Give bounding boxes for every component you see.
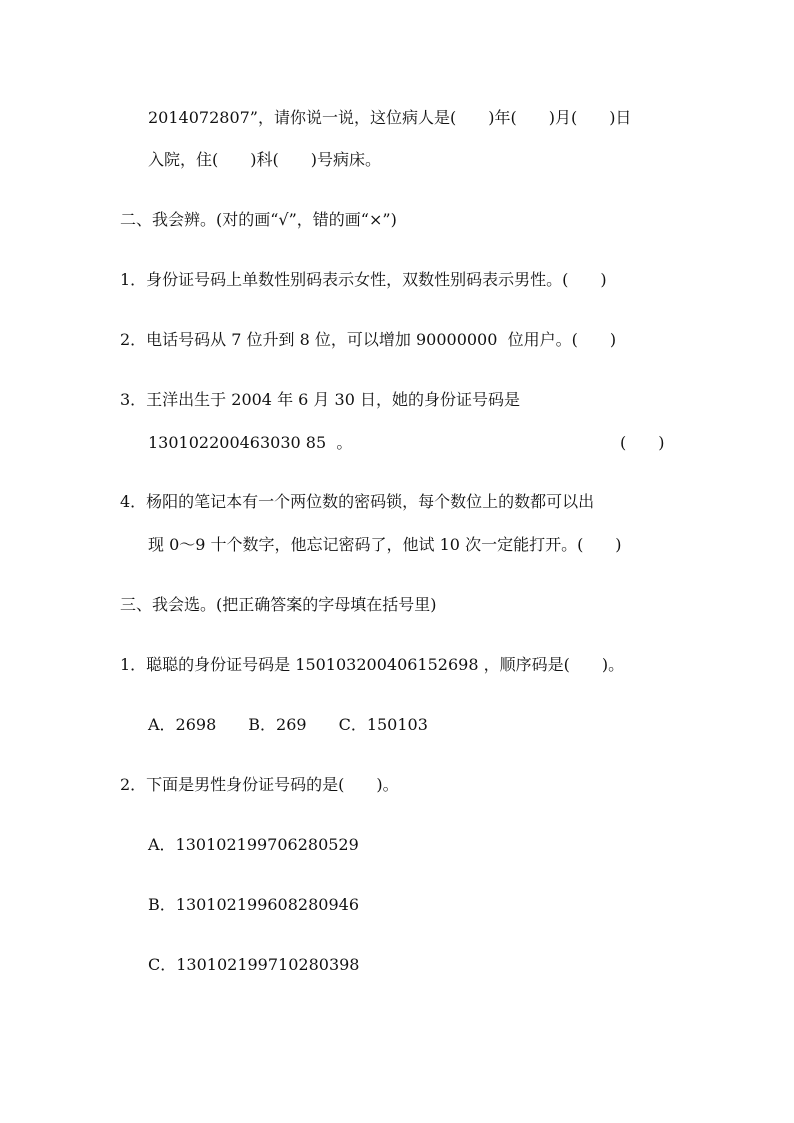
choice-question-1-options: A．2698 B．269 C．150103 — [148, 715, 428, 734]
section3-heading: 三、我会选。(把正确答案的字母填在括号里) — [120, 595, 437, 614]
section1-tail-line1: 2014072807”，请你说一说，这位病人是( )年( )月( )日 — [148, 108, 632, 127]
judge-question-3-answer-blank: ( ) — [620, 433, 665, 452]
choice-question-1: 1．聪聪的身份证号码是 150103200406152698 ，顺序码是( )。 — [120, 655, 625, 674]
judge-question-3-line1: 3．王洋出生于 2004 年 6 月 30 日，她的身份证号码是 — [120, 390, 520, 409]
choice-question-2-option-a: A．130102199706280529 — [148, 835, 359, 854]
judge-question-4-line1: 4．杨阳的笔记本有一个两位数的密码锁，每个数位上的数都可以出 — [120, 492, 595, 511]
judge-question-4-line2: 现 0～9 十个数字，他忘记密码了，他试 10 次一定能打开。( ) — [148, 535, 622, 554]
choice-question-2: 2．下面是男性身份证号码的是( )。 — [120, 775, 399, 794]
choice-question-2-option-c: C．130102199710280398 — [148, 955, 360, 974]
judge-question-2: 2．电话号码从 7 位升到 8 位，可以增加 90000000 位用户。( ) — [120, 330, 617, 349]
choice-question-2-option-b: B．130102199608280946 — [148, 895, 359, 914]
section1-tail-line2: 入院，住( )科( )号病床。 — [148, 150, 381, 169]
judge-question-1: 1．身份证号码上单数性别码表示女性，双数性别码表示男性。( ) — [120, 270, 607, 289]
judge-question-3-line2: 130102200463030 85 。 — [148, 433, 353, 452]
section2-heading: 二、我会辨。(对的画“√”，错的画“×”) — [120, 210, 397, 229]
